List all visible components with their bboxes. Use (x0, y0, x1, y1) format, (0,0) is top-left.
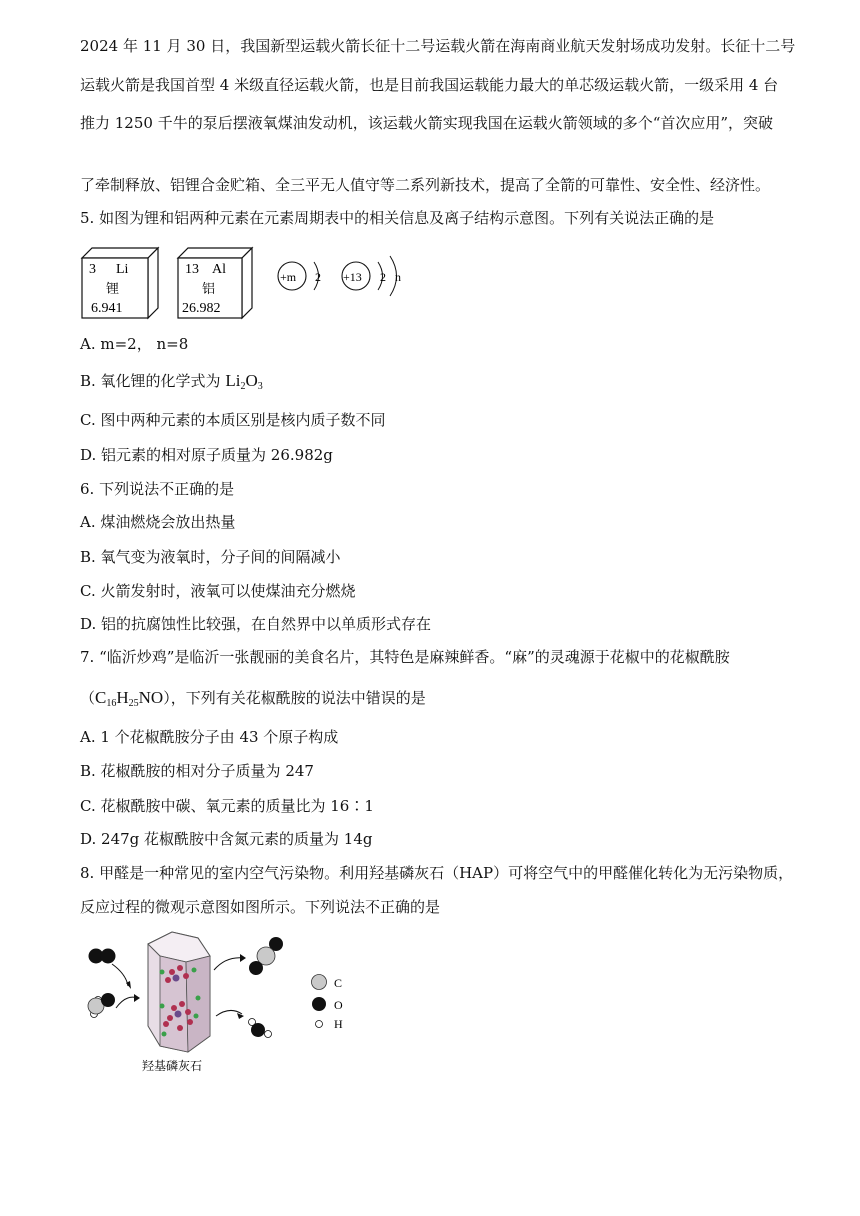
intro-line-1: 2024 年 11 月 30 日，我国新型运载火箭长征十二号运载火箭在海南商业航天发射场成功发射。长征十二号 (80, 37, 796, 55)
q5-figure (78, 238, 428, 324)
intro-line-3: 推力 1250 千牛的泵后摆液氧煤油发动机，该运载火箭实现我国在运载火箭领域的多个“首次应用”，突破 (80, 114, 774, 132)
q7-stem: 7. “临沂炒鸡”是临沂一张靓丽的美食名片，其特色是麻辣鲜香。“麻”的灵魂源于花椒中的花椒酰胺 (80, 648, 730, 666)
q7-stem-line-2: $(C_{16}H_{25}NO)$，下列有关花椒酰胺的说法中错误的是 (80, 688, 426, 709)
o2-molecule (89, 949, 116, 964)
hap-crystal (148, 932, 210, 1052)
al-symbol: Al (212, 262, 226, 277)
q7-option-d: D. 247g 花椒酰胺中含氮元素的质量为 14g (80, 830, 373, 848)
al-name: 铝 (202, 281, 216, 296)
al-mass: 26.982 (182, 301, 221, 316)
q6-option-b: B. 氧气变为液氧时，分子间的间隔减小 (80, 548, 341, 566)
output-arrow-1 (214, 958, 244, 970)
lithium-element-card (82, 248, 158, 318)
q5-option-c: C. 图中两种元素的本质区别是核内质子数不同 (80, 411, 386, 429)
q5-option-b-text: B. 氧化锂的化学式为 (80, 372, 226, 390)
li-atomic-number: 3 (89, 262, 96, 277)
li-mass: 6.941 (91, 301, 123, 316)
q5-stem: 5. 如图为锂和铝两种元素在元素周期表中的相关信息及离子结构示意图。下列有关说法正确的是 (80, 209, 715, 227)
q6-option-c: C. 火箭发射时，液氧可以使煤油充分燃烧 (80, 582, 356, 600)
legend-carbon-label: C (334, 976, 343, 990)
hap-reaction-diagram (76, 926, 376, 1076)
al-atomic-number: 13 (185, 262, 199, 277)
ion2-shell1: 2 (380, 270, 386, 284)
legend-oxygen-swatch (312, 997, 326, 1011)
intro-line-2: 运载火箭是我国首型 4 米级直径运载火箭，也是目前我国运载能力最大的单芯级运载火箭，一级采用 4 台 (80, 76, 779, 94)
hap-caption: 羟基磷灰石 (142, 1059, 203, 1073)
co2-molecule (249, 937, 283, 975)
legend-carbon-swatch (312, 975, 327, 990)
q5-option-b (80, 371, 263, 397)
aluminum-element-card (178, 248, 252, 318)
q7-option-c: C. 花椒酰胺中碳、氧元素的质量比为 16∶1 (80, 797, 374, 815)
huajiao-amide-formula: $C_{16}H_{25}NO$ (95, 688, 164, 709)
ion2-shell2: n (395, 270, 401, 284)
q6-option-d: D. 铝的抗腐蚀性比较强，在自然界中以单质形式存在 (80, 615, 432, 633)
ion1-shell1: 2 (315, 270, 321, 284)
li2o3-formula: $Li_2O_3$ (225, 371, 263, 392)
intro-line-4: 了牵制释放、铝锂合金贮箱、全三平无人值守等二系列新技术，提高了全箭的可靠性、安全性、经济性。 (80, 176, 771, 194)
q6-option-a: A. 煤油燃烧会放出热量 (80, 513, 236, 531)
q5-option-d: D. 铝元素的相对原子质量为 26.982g (80, 446, 333, 464)
q7-option-b: B. 花椒酰胺的相对分子质量为 247 (80, 762, 314, 780)
ion2-nucleus: +13 (343, 270, 362, 284)
input-arrow-1 (112, 964, 128, 986)
q5-option-a: A. m=2， n=8 (80, 335, 189, 353)
legend-hydrogen-label: H (334, 1017, 343, 1031)
li-symbol: Li (116, 262, 129, 277)
ion-structure-2 (342, 256, 401, 296)
q8-stem-line-1: 8. 甲醛是一种常见的室内空气污染物。利用羟基磷灰石（HAP）可将空气中的甲醛催化转化为无污染物质， (80, 864, 794, 882)
legend-hydrogen-swatch (316, 1021, 323, 1028)
ion1-nucleus: +m (280, 270, 297, 284)
h2o-molecule (249, 1019, 272, 1038)
q8-stem-line-2: 反应过程的微观示意图如图所示。下列说法不正确的是 (80, 898, 441, 916)
formaldehyde-molecule (88, 993, 115, 1018)
li-name: 锂 (106, 281, 120, 296)
q7-option-a: A. 1 个花椒酰胺分子由 43 个原子构成 (80, 728, 339, 746)
ion-structure-1 (278, 262, 321, 290)
atom-legend (312, 975, 344, 1032)
legend-oxygen-label: O (334, 998, 343, 1012)
q6-stem: 6. 下列说法不正确的是 (80, 480, 235, 498)
